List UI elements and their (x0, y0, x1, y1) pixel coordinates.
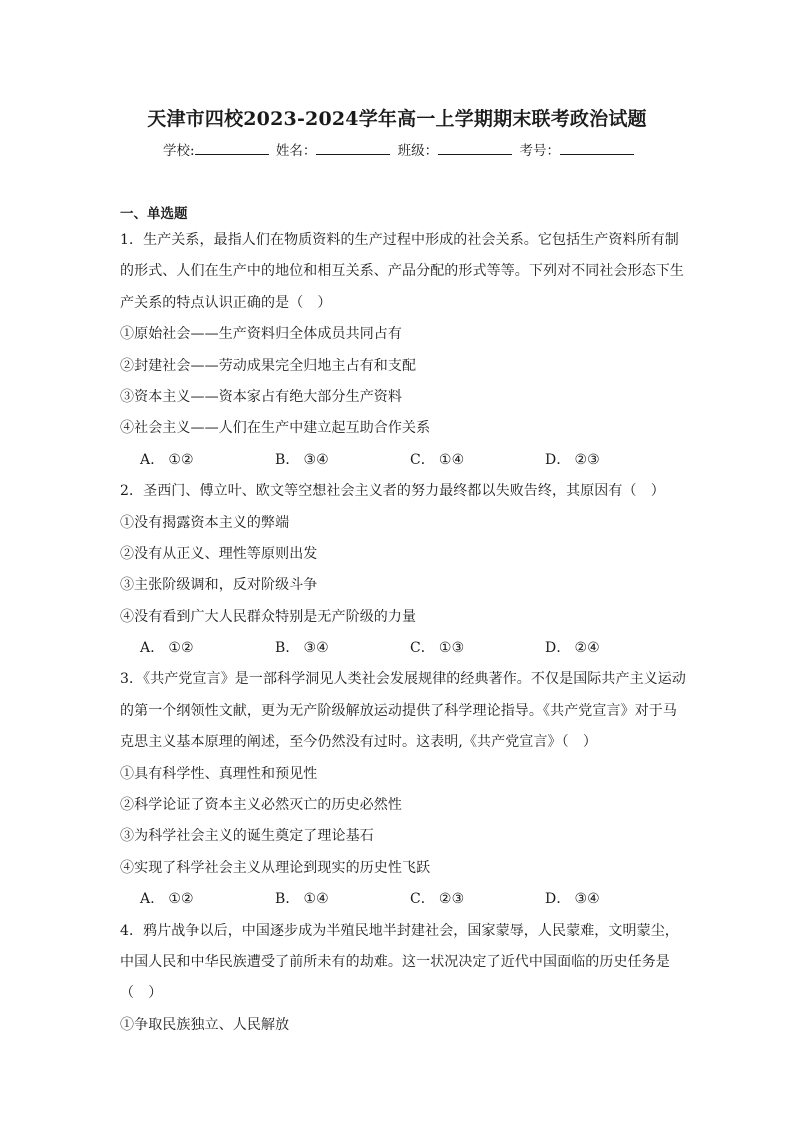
statement-item: ①具有科学性、真理性和预见性 (120, 765, 318, 782)
school-blank[interactable] (195, 142, 269, 155)
name-blank[interactable] (316, 142, 390, 155)
option-c[interactable]: C． ①③ (410, 640, 465, 657)
statement-item: ④社会主义——人们在生产中建立起互助合作关系 (120, 420, 431, 437)
option-c[interactable]: C． ①④ (410, 451, 465, 468)
class-blank[interactable] (438, 142, 512, 155)
statement-item: ③为科学社会主义的诞生奠定了理论基石 (120, 828, 374, 845)
section-heading: 一、单选题 (120, 206, 188, 222)
question-stem-line: 中国人民和中华民族遭受了前所未有的劫难。这一状况决定了近代中国面临的历史任务是 (120, 953, 670, 970)
statement-item: ④实现了科学社会主义从理论到现实的历史性飞跃 (120, 859, 431, 876)
statement-item: ②科学论证了资本主义必然灭亡的历史必然性 (120, 797, 402, 814)
question-stem-line: 4．鸦片战争以后，中国逐步成为半殖民地半封建社会，国家蒙辱，人民蒙难，文明蒙尘， (120, 922, 679, 939)
question-stem-line: 2．圣西门、傅立叶、欧文等空想社会主义者的努力最终都以失败告终，其原因有（ ） (120, 483, 665, 500)
option-b[interactable]: B． ①④ (275, 891, 329, 908)
option-c[interactable]: C． ②③ (410, 891, 465, 908)
question-stem-line: 1．生产关系，最指人们在物质资料的生产过程中形成的社会关系。它包括生产资料所有制 (120, 232, 679, 248)
school-field (163, 139, 272, 159)
question-2 (120, 476, 680, 664)
statement-item: ②没有从正义、理性等原则出发 (120, 545, 318, 562)
option-a[interactable]: A． ①② (140, 451, 194, 468)
question-stem-line: 产关系的特点认识正确的是（ ） (120, 294, 332, 311)
school-label: 学校: (163, 143, 195, 159)
exam-number-blank[interactable] (560, 142, 634, 155)
class-label: 班级： (397, 143, 439, 159)
answer-options (120, 884, 680, 915)
exam-number-field (519, 139, 637, 159)
statement-item: ④没有看到广大人民群众特别是无产阶级的力量 (120, 608, 417, 625)
question-stem-line: 克思主义基本原理的阐述，至今仍然没有过时。这表明,《共产党宣言》（ ） (120, 734, 597, 751)
statement-item: ②封建社会——劳动成果完全归地主占有和支配 (120, 357, 417, 374)
class-field (398, 139, 516, 159)
answer-options (120, 633, 680, 664)
statement-item: ①争取民族独立、人民解放 (120, 1016, 290, 1033)
question-1 (120, 225, 684, 476)
statement-item: ①原始社会——生产资料归全体成员共同占有 (120, 326, 402, 343)
statement-item: ③资本主义——资本家占有绝大部分生产资料 (120, 388, 402, 405)
question-stem-line: 3．《共产党宣言》是一部科学洞见人类社会发展规律的经典著作。不仅是国际共产主义运动 (120, 671, 687, 688)
name-field (276, 139, 394, 159)
option-a[interactable]: A． ①② (140, 891, 194, 908)
question-stem-line: 的第一个纲领性文献，更为无产阶级解放运动提供了科学理论指导。《共产党宣言》对于马 (120, 702, 677, 719)
question-stem-line: 的形式、人们在生产中的地位和相互关系、产品分配的形式等等。下列对不同社会形态下生 (120, 263, 684, 280)
question-4 (120, 916, 680, 1042)
statement-item: ①没有揭露资本主义的弊端 (120, 514, 290, 531)
answer-options (120, 445, 680, 476)
option-b[interactable]: B． ③④ (275, 640, 329, 657)
page-title: 天津市四校2023-2024学年高一上学期期末联考政治试题 (147, 108, 647, 130)
option-b[interactable]: B． ③④ (275, 451, 329, 468)
question-stem-line: （ ） (120, 985, 163, 1002)
statement-item: ③主张阶级调和，反对阶级斗争 (120, 577, 318, 594)
question-3 (120, 664, 687, 915)
option-a[interactable]: A． ①② (140, 640, 194, 657)
option-d[interactable]: D． ②③ (545, 451, 600, 468)
option-d[interactable]: D． ③④ (545, 891, 600, 908)
name-label: 姓名： (275, 143, 317, 159)
student-info-row (163, 139, 637, 159)
questions-container (120, 225, 687, 1041)
option-d[interactable]: D． ②④ (545, 640, 600, 657)
exam-number-label: 考号： (519, 143, 560, 159)
